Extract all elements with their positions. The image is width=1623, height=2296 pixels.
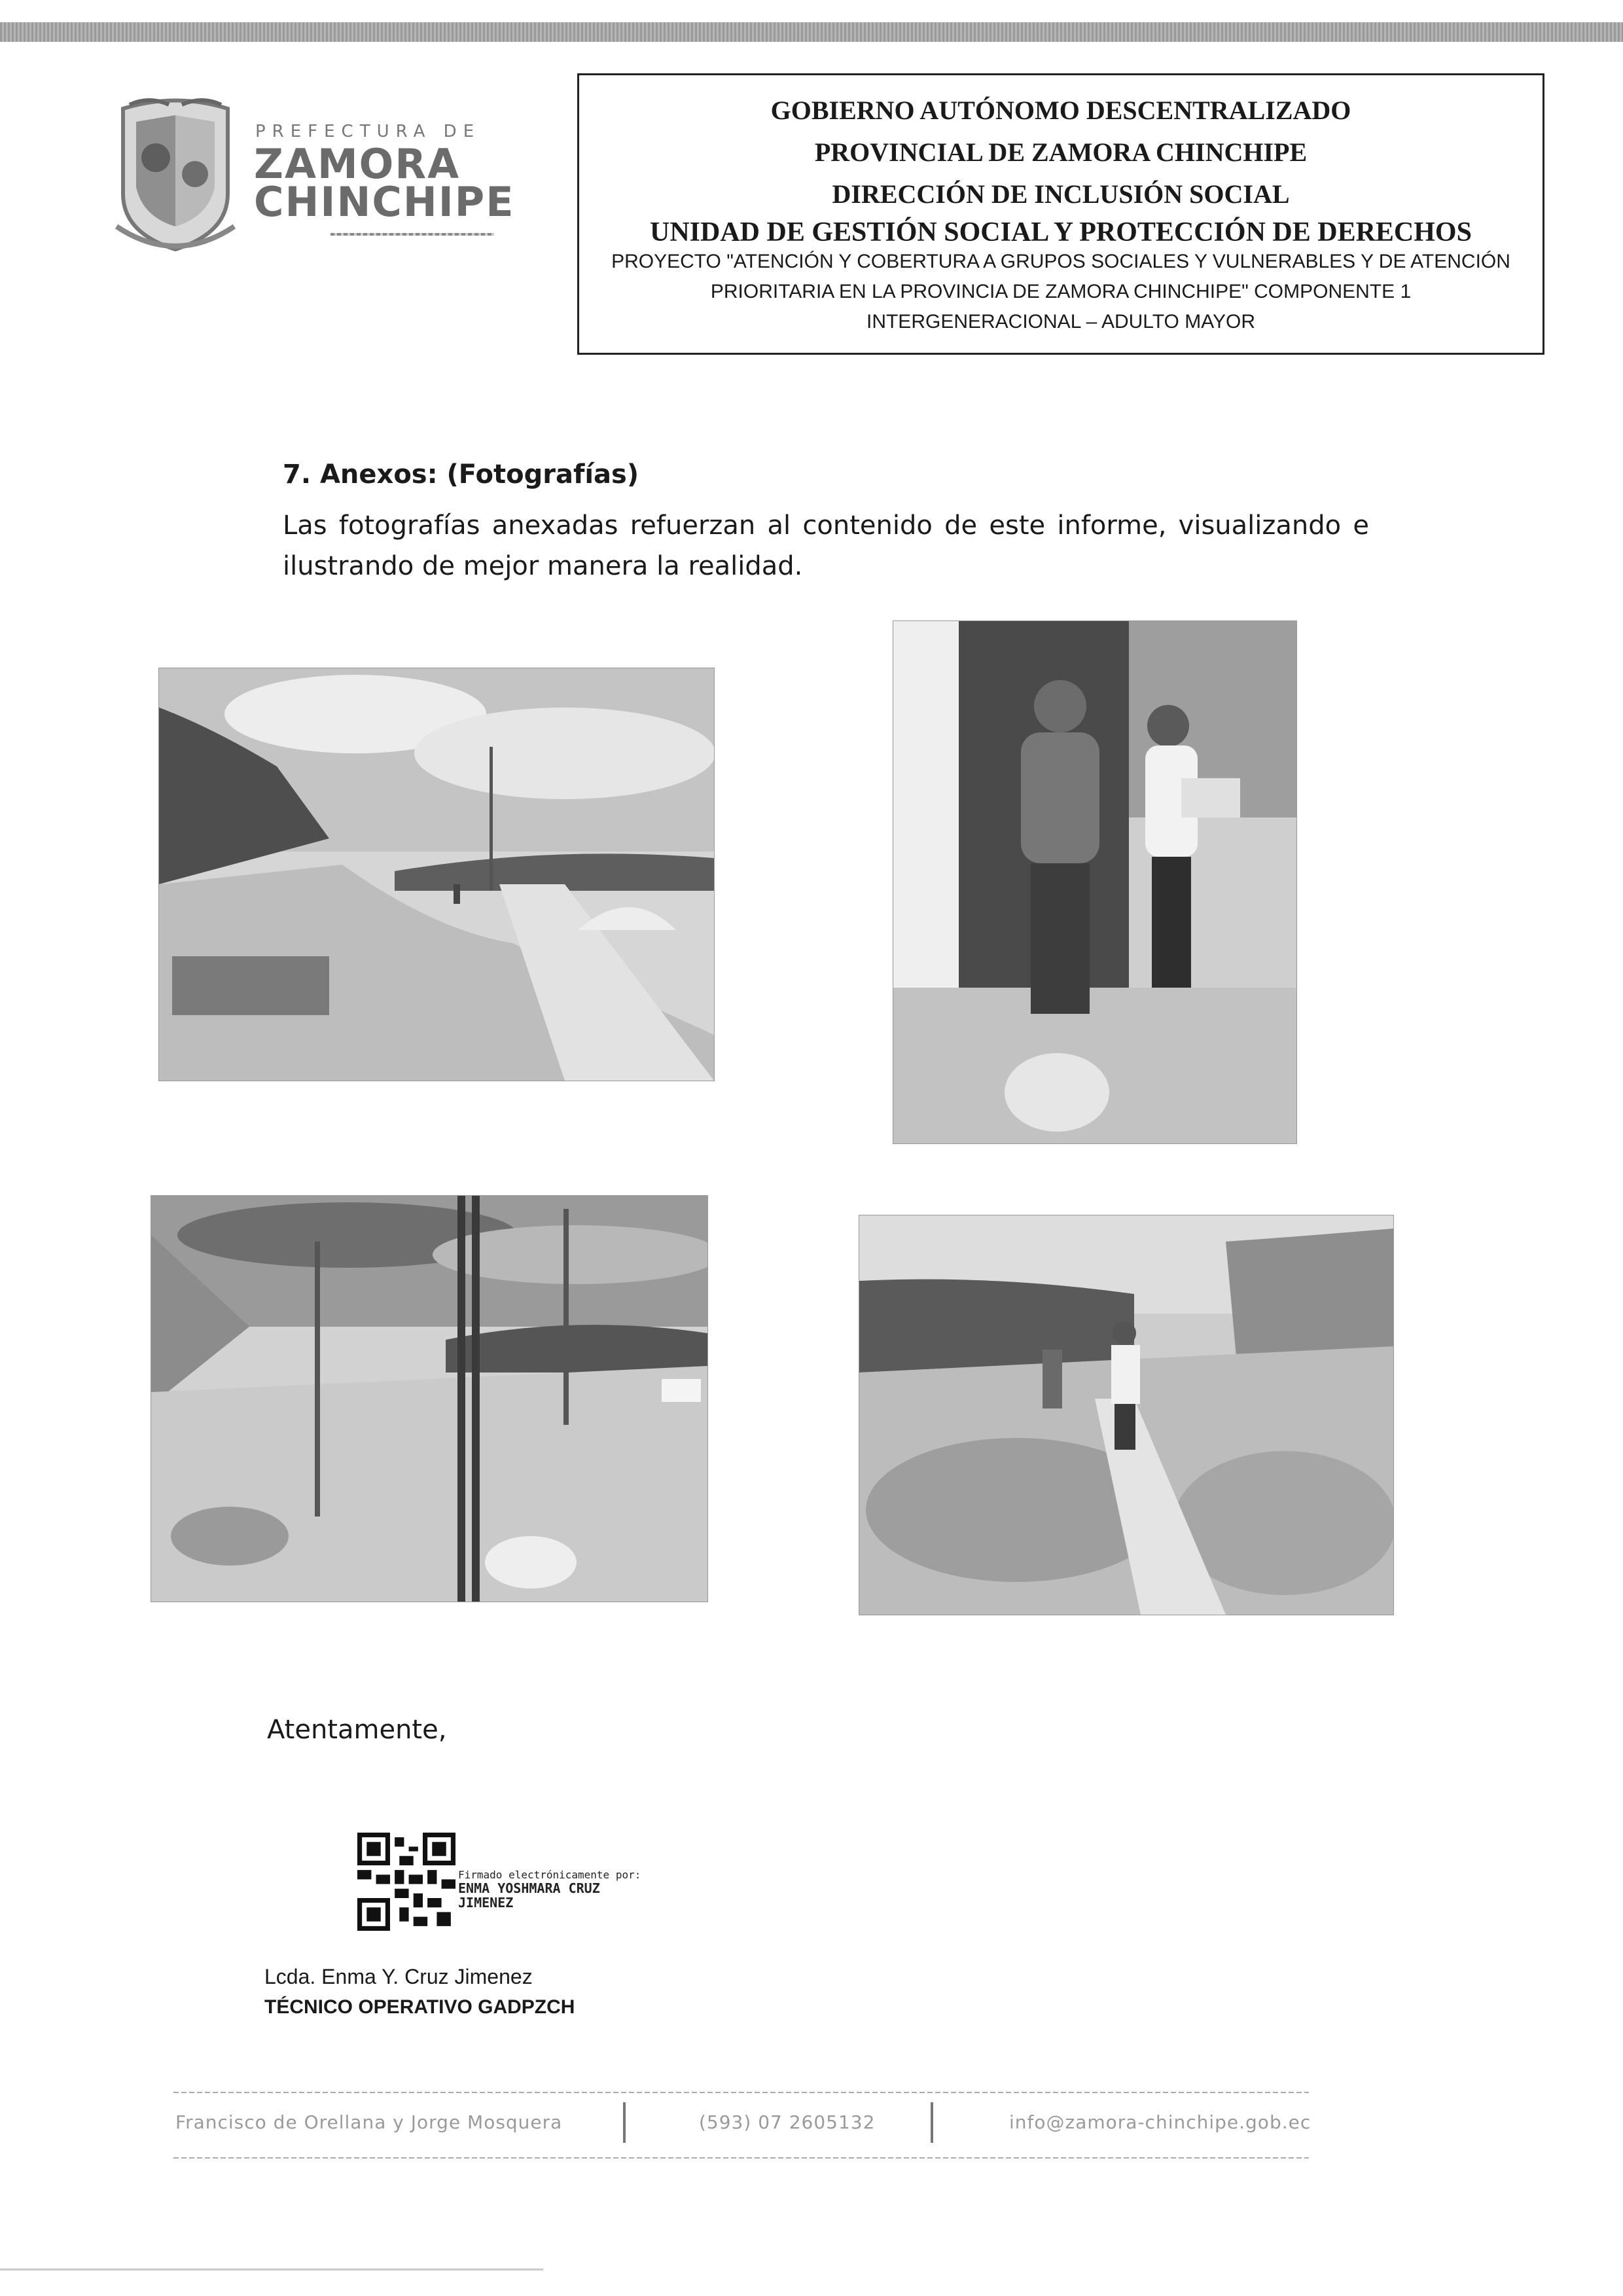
header-line6: PRIORITARIA EN LA PROVINCIA DE ZAMORA CHINCHIPE" COMPONENTE 1 [710, 281, 1412, 302]
signature-stamp-name-line1: ENMA YOSHMARA CRUZ [458, 1880, 600, 1896]
header-line2: PROVINCIAL DE ZAMORA CHINCHIPE [814, 137, 1308, 167]
header-line1: GOBIERNO AUTÓNOMO DESCENTRALIZADO [770, 96, 1351, 125]
footer-bottom-rule [173, 2157, 1309, 2159]
header-line7: INTERGENERACIONAL – ADULTO MAYOR [866, 311, 1255, 332]
photo-road [158, 668, 715, 1081]
footer-phone: (593) 07 2605132 [699, 2111, 876, 2133]
photo-people [893, 620, 1297, 1144]
section-paragraph: Las fotografías anexadas refuerzan al contenido de este informe, visualizando e ilustrando de mejor manera la realidad. [283, 511, 1369, 581]
signature-stamp-label: Firmado electrónicamente por: [458, 1869, 641, 1881]
logo-small-text: PREFECTURA DE [255, 122, 481, 141]
signature-stamp-text [458, 1869, 641, 1910]
header-box [577, 73, 1544, 355]
footer-email: info@zamora-chinchipe.gob.ec [1009, 2111, 1311, 2133]
logo-underline [330, 233, 494, 236]
footer-address: Francisco de Orellana y Jorge Mosquera [175, 2111, 563, 2133]
footer-top-rule [173, 2092, 1309, 2093]
section-heading: 7. Anexos: (Fotografías) [283, 459, 639, 490]
header-line4: UNIDAD DE GESTIÓN SOCIAL Y PROTECCIÓN DE DERECHOS [650, 217, 1472, 247]
scan-bottom-line [0, 2269, 543, 2270]
signature-stamp-name-line2: JIMENEZ [458, 1895, 514, 1910]
qr-code-icon [357, 1833, 455, 1931]
header-line5: PROYECTO "ATENCIÓN Y COBERTURA A GRUPOS SOCIALES Y VULNERABLES Y DE ATENCIÓN [611, 251, 1510, 272]
coat-of-arms-icon [110, 96, 241, 259]
footer-separator [931, 2102, 933, 2143]
header-line3: DIRECCIÓN DE INCLUSIÓN SOCIAL [832, 179, 1290, 209]
signer-title: TÉCNICO OPERATIVO GADPZCH [264, 1996, 575, 2018]
photo-rubble-path [859, 1215, 1394, 1615]
footer-separator [623, 2102, 626, 2143]
logo-title-line1: ZAMORA [254, 140, 461, 188]
logo-title-line2: CHINCHIPE [254, 178, 515, 226]
photo-construction-rebar [151, 1195, 708, 1602]
signer-name: Lcda. Enma Y. Cruz Jimenez [264, 1965, 533, 1988]
scan-top-band [0, 22, 1623, 42]
closing-text: Atentamente, [267, 1715, 447, 1745]
